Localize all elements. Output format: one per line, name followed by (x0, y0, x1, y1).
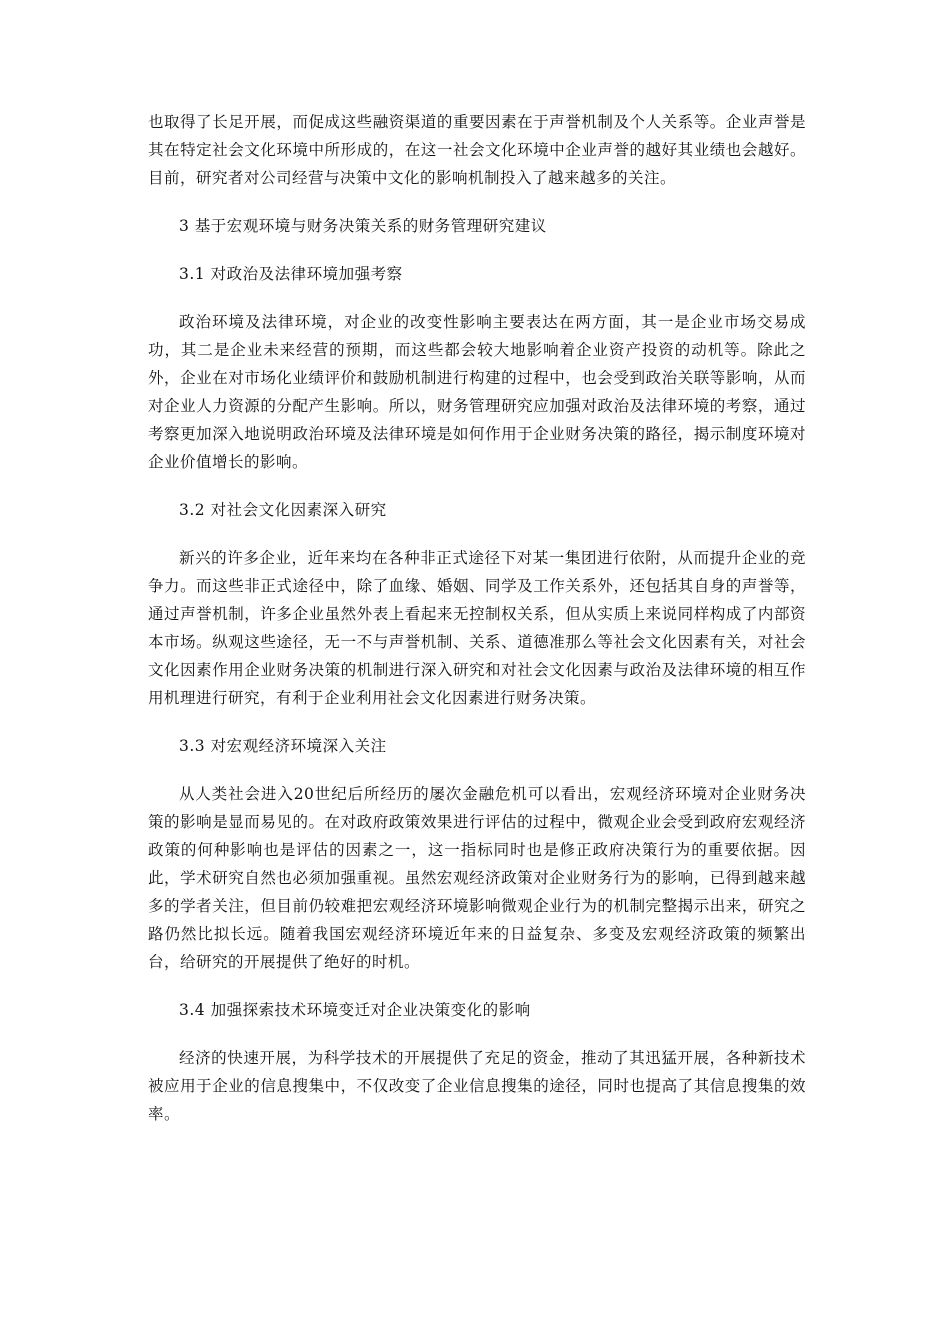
section-heading-3-2: 3.2 对社会文化因素深入研究 (179, 501, 387, 519)
paragraph-3-2: 新兴的许多企业，近年来均在各种非正式途径下对某一集团进行依附，从而提升企业的竞争力。而这些非正式途径中，除了血缘、婚姻、同学及工作关系外，还包括其自身的声誉等，通过声誉机制，许多企业虽然外表上看起来无控制权关系，但从实质上来说同样构成了内部资本市场。纵观这些途径，无一不与声誉机制、关系、道德准那么等社会文化因素有关，对社会文化因素作用企业财务决策的机制进行深入研究和对社会文化因素与政治及法律环境的相互作用机理进行研究，有利于企业利用社会文化因素进行财务决策。 (148, 549, 806, 707)
paragraph-3-4: 经济的快速开展，为科学技术的开展提供了充足的资金，推动了其迅猛开展，各种新技术被应用于企业的信息搜集中，不仅改变了企业信息搜集的途径，同时也提高了其信息搜集的效率。 (148, 1049, 806, 1123)
section-heading-3-4: 3.4 加强探索技术环境变迁对企业决策变化的影响 (179, 1001, 531, 1019)
paragraph-3-1: 政治环境及法律环境，对企业的改变性影响主要表达在两方面，其一是企业市场交易成功，其二是企业未来经营的预期，而这些都会较大地影响着企业资产投资的动机等。除此之外，企业在对市场化业绩评价和鼓励机制进行构建的过程中，也会受到政治关联等影响，从而对企业人力资源的分配产生影响。所以，财务管理研究应加强对政治及法律环境的考察，通过考察更加深入地说明政治环境及法律环境是如何作用于企业财务决策的路径，揭示制度环境对企业价值增长的影响。 (148, 313, 806, 471)
section-heading-3-3: 3.3 对宏观经济环境深入关注 (179, 737, 387, 755)
paragraph-3-3: 从人类社会进入20世纪后所经历的屡次金融危机可以看出，宏观经济环境对企业财务决策的影响是显而易见的。在对政府政策效果进行评估的过程中，微观企业会受到政府宏观经济政策的何种影响也是评估的因素之一，这一指标同时也是修正政府决策行为的重要依据。因此，学术研究自然也必须加强重视。虽然宏观经济政策对企业财务行为的影响，已得到越来越多的学者关注，但目前仍较难把宏观经济环境影响微观企业行为的机制完整揭示出来，研究之路仍然比拟长远。随着我国宏观经济环境近年来的日益复杂、多变及宏观经济政策的频繁出台，给研究的开展提供了绝好的时机。 (148, 785, 806, 971)
section-heading-3-1: 3.1 对政治及法律环境加强考察 (179, 265, 403, 283)
paragraph-continued: 也取得了长足开展，而促成这些融资渠道的重要因素在于声誉机制及个人关系等。企业声誉是其在特定社会文化环境中所形成的，在这一社会文化环境中企业声誉的越好其业绩也会越好。目前，研究者对公司经营与决策中文化的影响机制投入了越来越多的关注。 (148, 113, 806, 187)
document-page (148, 108, 806, 1128)
section-heading-3: 3 基于宏观环境与财务决策关系的财务管理研究建议 (179, 217, 547, 235)
